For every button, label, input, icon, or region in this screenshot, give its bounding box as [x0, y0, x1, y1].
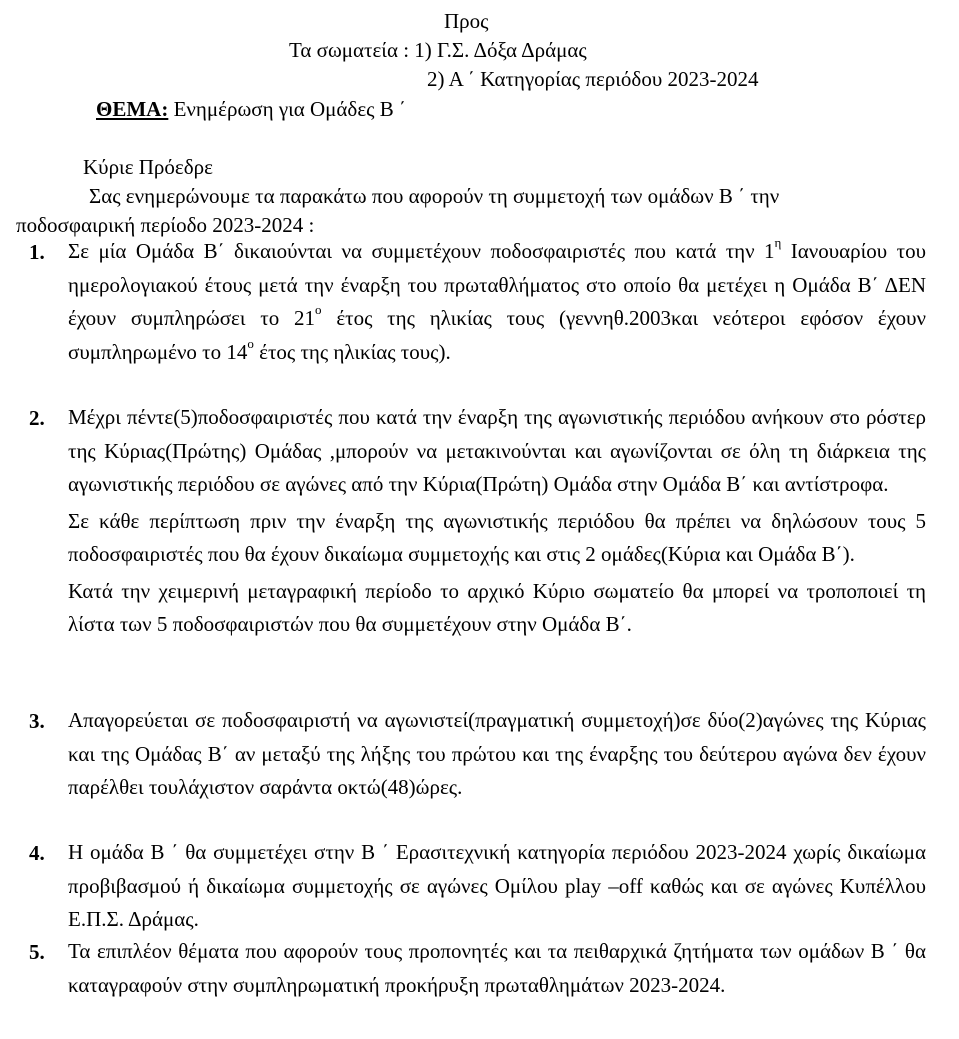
list-item	[68, 704, 926, 805]
item-paragraph: Μέχρι πέντε(5)ποδοσφαιριστές που κατά την έναρξη της αγωνιστικής περιόδου ανήκουν στο ρόστερ της Κύριας(Πρώτης) Ομάδας ,μπορούν να μετακινούνται και αγωνίζονται σε όλη τη διάρκεια της αγωνιστικής περιόδου σε αγώνες από την Κύρια(Πρώτη) Ομάδα στην Ομάδα Β΄ και αντίστροφα.	[68, 405, 926, 496]
item-paragraph: Σε κάθε περίπτωση πριν την έναρξη της αγωνιστικής περιόδου θα πρέπει να δηλώσουν τους 5 ποδοσφαιριστές που θα έχουν δικαίωμα συμμετοχής και στις 2 ομάδες(Κύρια και Ομάδα Β΄).	[68, 508, 926, 566]
salutation: Κύριε Πρόεδρε	[83, 155, 213, 179]
recipient-1: 1) Γ.Σ. Δόξα Δράμας	[414, 38, 587, 62]
list-item	[68, 935, 926, 1002]
item-paragraph: Σε μία Ομάδα Β΄ δικαιούνται να συμμετέχουν ποδοσφαιριστές που κατά την $1^\eta$ Ιανουαρίου του ημερολογιακού έτους μετά την έναρξη του πρωταθλήματος στο οποίο θα μετέχει η Ομάδα Β΄ ΔΕΝ έχουν συμπληρώσει το $21^o$ έτος της ηλικίας τους (γεννηθ.2003και νεότεροι εφόσον έχουν συμπληρωμένο το $14^o$ έτος της ηλικίας τους).	[68, 235, 926, 364]
list-item	[68, 235, 926, 369]
to-label: Προς	[444, 9, 489, 33]
intro-line-1: Σας ενημερώνουμε τα παρακάτω που αφορούν τη συμμετοχή των ομάδων Β ΄ την	[89, 184, 780, 208]
item-paragraph: Η ομάδα Β ΄ θα συμμετέχει στην Β ΄ Ερασιτεχνική κατηγορία περιόδου 2023-2024 χωρίς δικαίωμα προβιβασμού ή δικαίωμα συμμετοχής σε αγώνες Ομίλου play –off καθώς και σε αγώνες Κυπέλλου Ε.Π.Σ. Δράμας.	[68, 840, 926, 931]
intro-line-2: ποδοσφαιρική περίοδο 2023-2024 :	[16, 213, 315, 237]
cropped-text-fragment	[683, 0, 743, 6]
item-number: 3.	[29, 709, 45, 733]
item-number: 4.	[29, 841, 45, 865]
item-paragraph: Κατά την χειμερινή μεταγραφική περίοδο το αρχικό Κύριο σωματείο θα μπορεί να τροποποιεί τη λίστα των 5 ποδοσφαιριστών που θα συμμετέχουν στην Ομάδα Β΄.	[68, 578, 926, 636]
recipient-2: 2) Α ΄ Κατηγορίας περιόδου 2023-2024	[427, 67, 759, 91]
subject-line	[96, 96, 406, 122]
item-number: 1.	[29, 240, 45, 264]
recipients-line-1	[289, 37, 587, 63]
subject-label: ΘΕΜΑ:	[96, 97, 169, 121]
list-item	[68, 836, 926, 937]
item-number: 2.	[29, 406, 45, 430]
item-number: 5.	[29, 940, 45, 964]
subject-text: Ενημέρωση για Ομάδες Β ΄	[168, 97, 406, 121]
item-paragraph: Τα επιπλέον θέματα που αφορούν τους προπονητές και τα πειθαρχικά ζητήματα των ομάδων Β ΄ θα καταγραφούν στην συμπληρωματική προκήρυξη πρωταθλημάτων 2023-2024.	[68, 939, 926, 997]
list-item	[68, 401, 926, 642]
item-paragraph: Απαγορεύεται σε ποδοσφαιριστή να αγωνιστεί(πραγματική συμμετοχή)σε δύο(2)αγώνες της Κύριας και της Ομάδας Β΄ αν μεταξύ της λήξης του πρώτου και της έναρξης του δεύτερου αγώνα δεν έχουν παρέλθει τουλάχιστον σαράντα οκτώ(48)ώρες.	[68, 708, 926, 799]
recipients-prefix: Τα σωματεία :	[289, 38, 410, 62]
